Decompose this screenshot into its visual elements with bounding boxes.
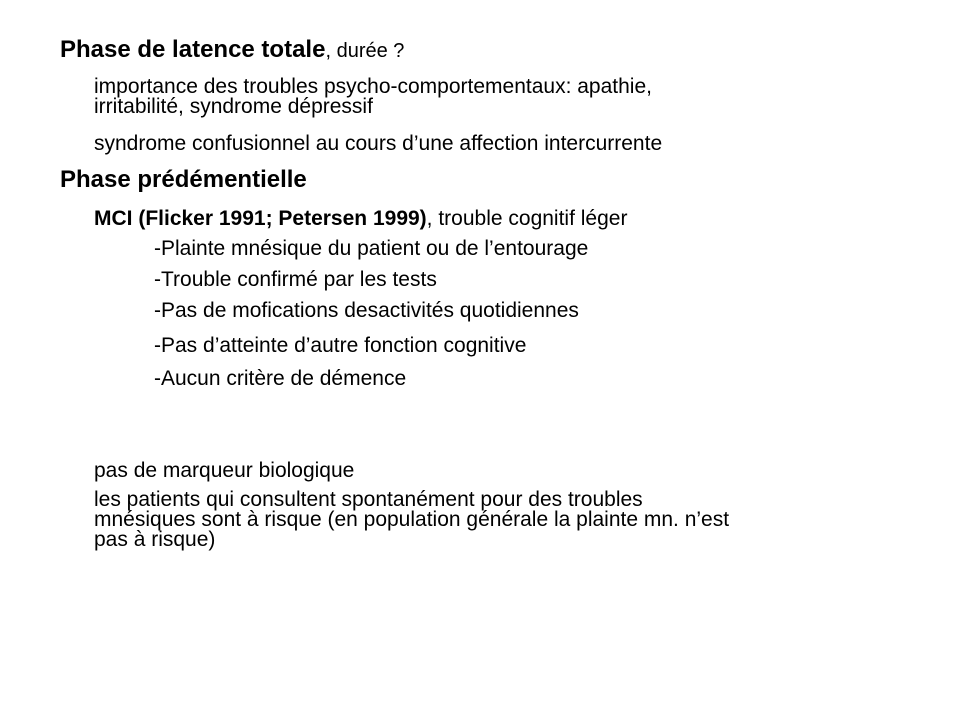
note-line: pas à risque) bbox=[94, 528, 216, 551]
list-item-psycho-troubles bbox=[94, 77, 652, 117]
heading-latency-phase bbox=[60, 36, 404, 64]
note-at-risk-patients bbox=[94, 490, 729, 550]
criterion-item: -Plainte mnésique du patient ou de l’entourage bbox=[154, 237, 589, 260]
note-line: les patients qui consultent spontanément pour des troubles bbox=[94, 488, 643, 511]
list-item-line: irritabilité, syndrome dépressif bbox=[94, 95, 373, 118]
mci-reference: MCI (Flicker 1991; Petersen 1999) bbox=[94, 207, 427, 230]
heading-latency-phase-title: Phase de latence totale bbox=[60, 36, 326, 63]
criterion-item: -Pas d’atteinte d’autre fonction cognitive bbox=[154, 334, 527, 357]
list-item-confusional-syndrome: syndrome confusionnel au cours d’une affection intercurrente bbox=[94, 132, 663, 155]
heading-latency-phase-suffix: , durée ? bbox=[325, 40, 405, 62]
criterion-item: -Pas de mofications desactivités quotidiennes bbox=[154, 299, 579, 322]
mci-description: , trouble cognitif léger bbox=[426, 207, 628, 230]
list-item-line: importance des troubles psycho-comportementaux: apathie, bbox=[94, 75, 652, 98]
criterion-item: -Trouble confirmé par les tests bbox=[154, 268, 437, 291]
note-no-biomarker: pas de marqueur biologique bbox=[94, 459, 355, 482]
heading-predementia-phase: Phase prédémentielle bbox=[60, 166, 307, 193]
criterion-item: -Aucun critère de démence bbox=[154, 367, 407, 390]
list-item-mci bbox=[94, 209, 627, 229]
note-line: mnésiques sont à risque (en population générale la plainte mn. n’est bbox=[94, 508, 730, 531]
